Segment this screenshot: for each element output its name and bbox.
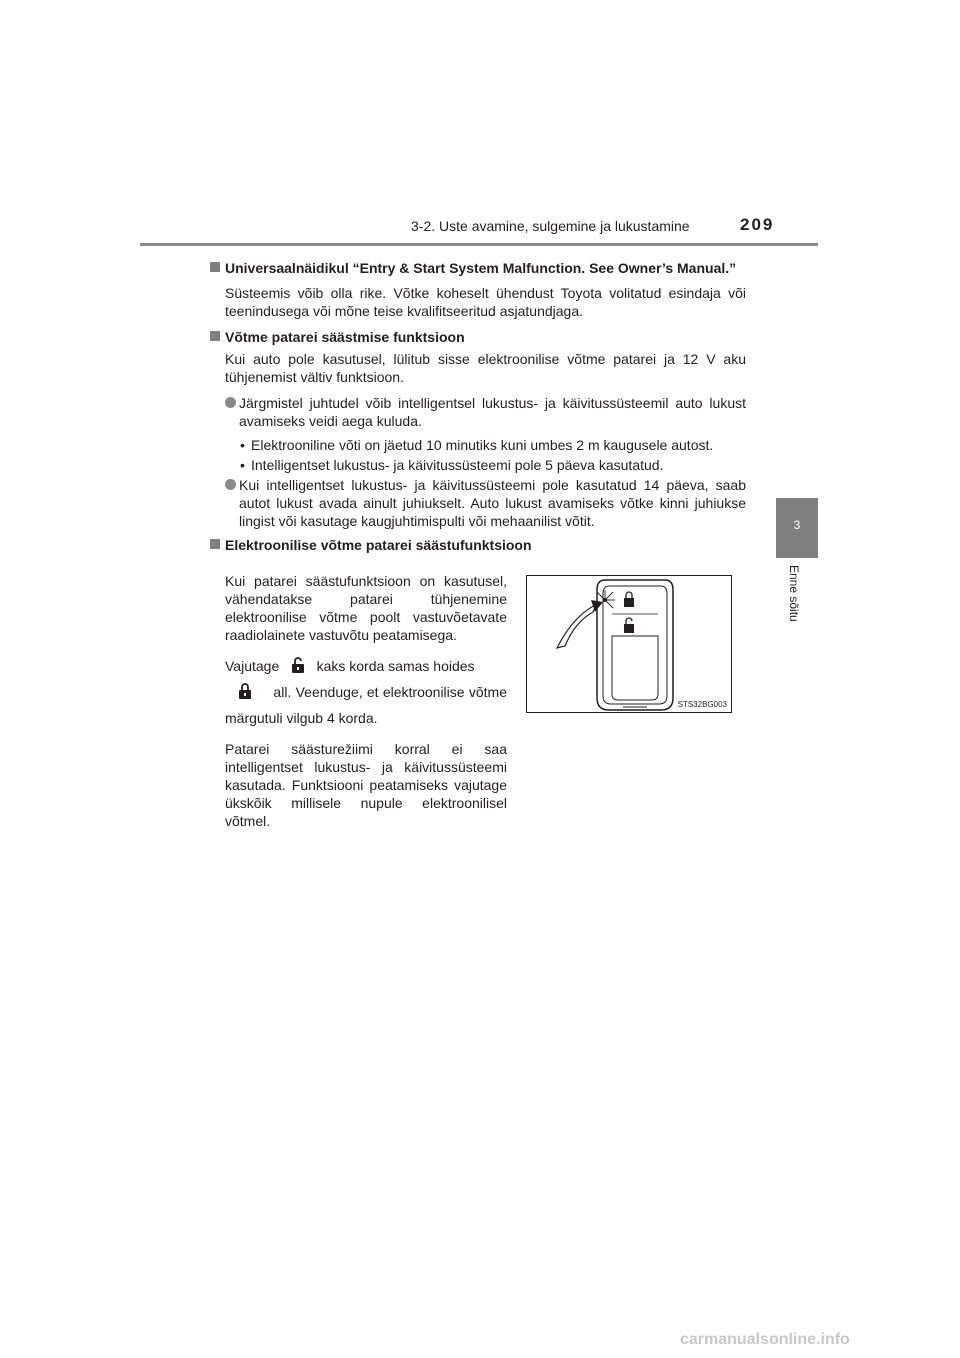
paragraph: Kui auto pole kasutusel, lülitub sisse elektroonilise võtme patarei ja 12 V aku tühjenemist vältiv funktsioon. — [225, 351, 746, 385]
dot-bullet-icon: • — [240, 437, 245, 453]
split-column-text — [225, 572, 507, 839]
section-malfunction — [209, 259, 746, 320]
bullet-item — [209, 394, 746, 430]
paragraph-with-icons — [225, 653, 507, 731]
sub-bullet-item — [209, 436, 746, 454]
key-figure — [526, 575, 732, 713]
unlock-icon — [291, 656, 305, 674]
circle-bullet-icon — [225, 397, 236, 408]
paragraph: Süsteemis võib olla rike. Võtke koheselt ühendust Toyota volitatud esindaja või teenindusega või mõne teise kvalifitseeritud asjatundjaga. — [225, 285, 746, 319]
chapter-tab — [776, 498, 818, 558]
section-battery-saving — [209, 328, 746, 530]
dot-bullet-icon: • — [240, 457, 245, 473]
paragraph: Patarei säästurežiimi korral ei saa intelligentset lukustus- ja käivitussüsteemi kasutada. Funktsiooni peatamiseks vajutage ükskõik millisele nupule elektroonilisel võtmel. — [225, 741, 507, 829]
square-bullet-icon — [210, 331, 220, 341]
paragraph-text: kaks korda samas hoides — [316, 658, 475, 674]
sub-bullet-text: Elektrooniline võti on jäetud 10 minutiks kuni umbes 2 m kaugusele autost. — [251, 437, 714, 453]
chapter-label: Enne sõitu — [787, 565, 801, 622]
main-content — [209, 255, 746, 554]
smart-key-illustration — [527, 576, 731, 712]
chapter-tab-number: 3 — [793, 518, 801, 532]
watermark: carmanualsonline.info — [680, 1331, 850, 1348]
paragraph-text: all. Veenduge, et elektroonilise võtme märgutuli vilgub 4 korda. — [225, 684, 507, 726]
square-bullet-icon — [210, 539, 220, 549]
header-title: 3-2. Uste avamine, sulgemine ja lukustamine — [411, 218, 690, 234]
sub-bullet-text: Intelligentset lukustus- ja käivitussüsteemi pole 5 päeva kasutatud. — [251, 457, 664, 473]
bullet-text: Kui intelligentset lukustus- ja käivitussüsteemi pole kasutatud 14 päeva, saab autot lukust avada ainult juhiukselt. Auto lukust avamiseks võtke kinni juhiukse lingist või kasutage kaugjuhtimispulti või mehaanilist võtit. — [239, 477, 746, 529]
section-title-text: Universaalnäidikul “Entry & Start System Malfunction. See Owner’s Manual.” — [225, 260, 737, 276]
paragraph-text: Vajutage — [225, 658, 280, 674]
figure-code: STS32BG003 — [677, 700, 727, 709]
section-title-text: Võtme patarei säästmise funktsioon — [225, 329, 465, 345]
section-title — [209, 536, 746, 554]
page-number: 209 — [740, 215, 775, 234]
section-title — [209, 259, 746, 277]
section-title-text: Elektroonilise võtme patarei säästufunktsioon — [225, 537, 532, 553]
section-title — [209, 328, 746, 346]
section-key-battery-saving — [209, 536, 746, 554]
paragraph: Kui patarei säästufunktsioon on kasutusel, vähendatakse patarei tühjenemine elektroonilise võtme poolt vastuvõetavate raadiolainete vastuvõtu peatamisega. — [225, 573, 507, 643]
lock-icon — [238, 682, 252, 700]
sub-bullet-item — [209, 456, 746, 474]
bullet-item — [209, 476, 746, 530]
square-bullet-icon — [210, 262, 220, 272]
circle-bullet-icon — [225, 479, 236, 490]
bullet-text: Järgmistel juhtudel võib intelligentsel lukustus- ja käivitussüsteemil auto lukust avamiseks veidi aega kuluda. — [239, 395, 746, 429]
header-rule — [140, 243, 818, 246]
